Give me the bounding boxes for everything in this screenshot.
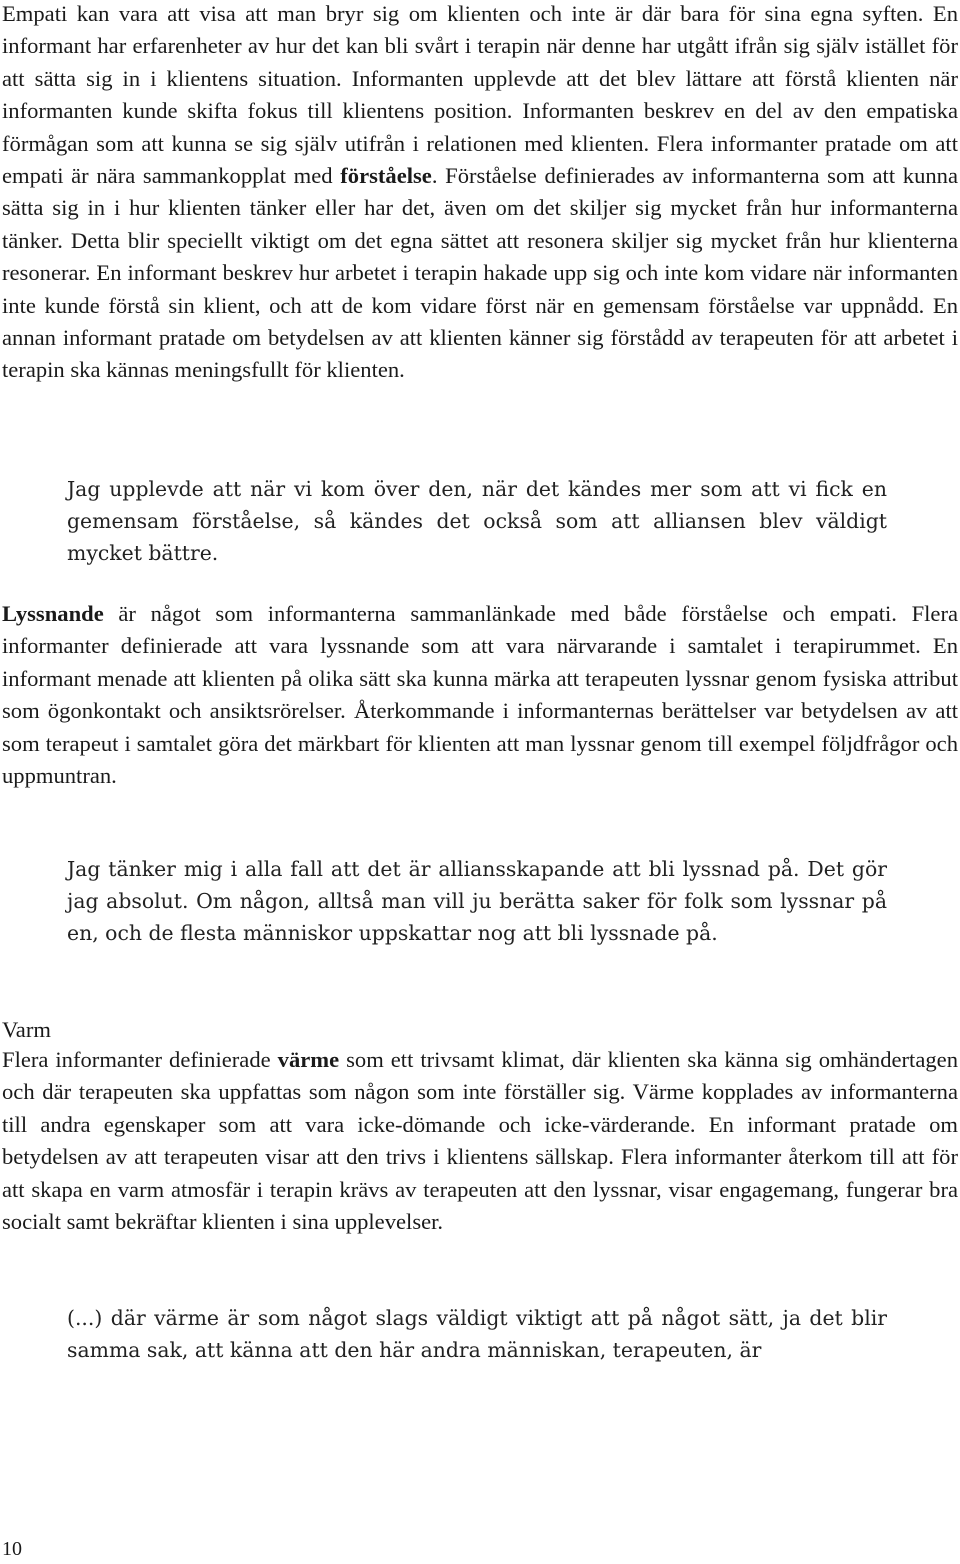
paragraph-text: Flera informanter definierade [2, 1047, 278, 1072]
page-number: 10 [2, 1538, 22, 1560]
term-lyssnande: Lyssnande [2, 601, 104, 626]
paragraph-text: som ett trivsamt klimat, där klienten ska känna sig omhändertagen och där terapeuten ska uppfattas som någon som inte förställer sig. Värme kopplades av informanterna till andra egenskaper som att vara icke-dömande och icke-värderande. En informant pratade om betydelsen av att terapeuten visar att den trivs i klientens sällskap. Flera informanter återkom till att för att skapa en varm atmosfär i terapin krävs av terapeuten att den lyssnar, visar engagemang, fungerar bra socialt samt bekräftar klienten i sina upplevelser. [2, 1047, 958, 1235]
quote-warmth: (...) där värme är som något slags väldigt viktigt att på något sätt, ja det blir samma sak, att känna att den här andra människan, terapeuten, är [67, 1306, 887, 1363]
paragraph-text: Empati kan vara att visa att man bryr sig om klienten och inte är där bara för sina egna syften. En informant har erfarenheter av hur det kan bli svårt i terapin när denne har utgått ifrån sig själv istället för att sätta sig in i klientens situation. Informanten upplevde att det blev lättare att förstå klienten när informanten kunde skifta fokus till klientens position. Informanten beskrev en del av den empatiska förmågan som att kunna se sig själv utifrån i relationen med klienten. Flera informanter pratade om att empati är nära sammankopplat med [2, 1, 958, 189]
quote-being-listened-to: Jag tänker mig i alla fall att det är alliansskapande att bli lyssnad på. Det gör jag absolut. Om någon, alltså man vill ju berätta saker för folk som lyssnar på en, och de flesta människor uppskattar nog att bli lyssnade på. [67, 857, 887, 946]
paragraph-text: . Förståelse definierades av informanterna som att kunna sätta sig in i hur klienten tänker eller har det, även om det skiljer sig mycket från hur informanterna tänker. Detta blir speciellt viktigt om det egna sättet att resonera skiljer sig mycket från hur klienterna resonerar. En informant beskrev hur arbetet i terapin hakade upp sig och inte kom vidare när informanten inte kunde förstå sin klient, och att de kom vidare först när en gemensam förståelse var uppnådd. En annan informant pratade om betydelsen av att klienten känner sig förstådd av terapeuten för att arbetet i terapin ska kännas meningsfullt för klienten. [2, 163, 958, 383]
term-varme: värme [277, 1047, 340, 1072]
paragraph-empathy-understanding [2, 0, 958, 387]
paragraph-listening [2, 598, 958, 792]
paragraph-warmth [2, 1044, 958, 1238]
quote-alliance-understanding: Jag upplevde att när vi kom över den, när det kändes mer som att vi fick en gemensam förståelse, så kändes det också som att alliansen blev väldigt mycket bättre. [67, 477, 887, 566]
term-forstaelse: förståelse [340, 163, 432, 189]
paragraph-text: är något som informanterna sammanlänkade med både förståelse och empati. Flera informanter definierade att vara lyssnande som att vara närvarande i samtalet i terapirummet. En informant menade att klienten på olika sätt ska kunna märka att terapeuten lyssnar genom fysiska attribut som ögonkontakt och ansiktsrörelser. Återkommande i informanternas berättelser var betydelsen av att som terapeut i samtalet göra det märkbart för klienten att man lyssnar genom till exempel följdfrågor och uppmuntran. [2, 601, 958, 789]
section-heading-varm: Varm [2, 1017, 51, 1042]
